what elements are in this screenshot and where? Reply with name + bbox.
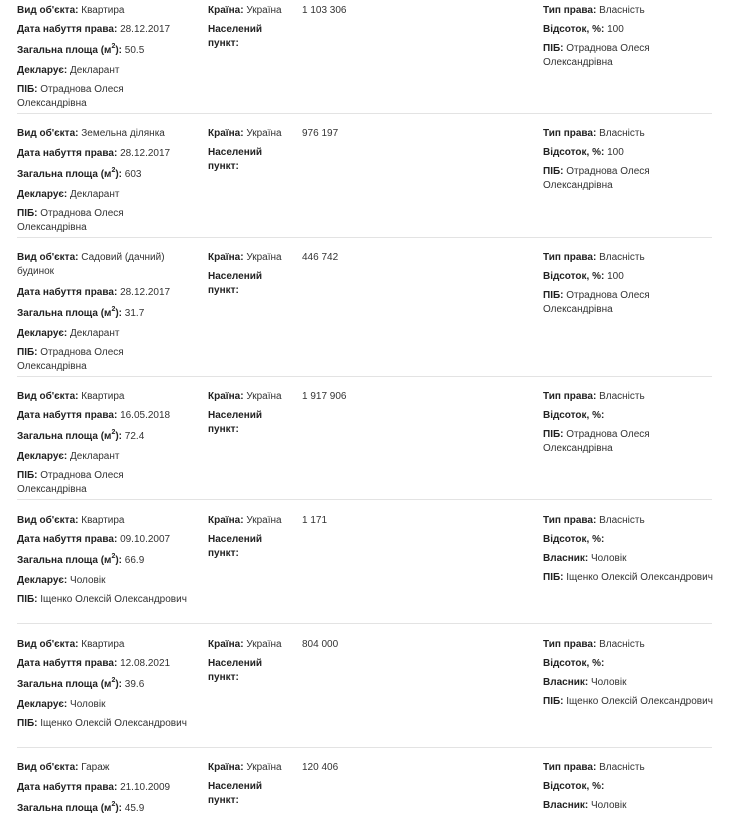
area-label-text: Загальна площа (м [17,431,112,442]
area-sup: 2 [111,428,116,436]
area-label-text: Загальна площа (м [17,169,112,180]
object-type-label: Вид об'єкта: [17,252,79,263]
area-label-close: ): [115,169,123,180]
owner-pib-value: Іщенко Олексій Олександрович [566,572,713,583]
area-label-close: ): [115,679,123,690]
value [302,390,502,404]
value [302,251,502,265]
person-name-label: ПІБ: [17,594,38,605]
person-name-label: ПІБ: [17,347,38,358]
total-area-value: 50.5 [124,45,145,56]
settlement-label: Населений пункт: [208,658,263,683]
person-name-value: Іщенко Олексій Олександрович [40,718,187,729]
person-name-line [17,593,192,607]
right-type-label: Тип права: [543,252,597,263]
area-label-text: Загальна площа (м [17,45,112,56]
rights [543,761,718,813]
object-type-label: Вид об'єкта: [17,762,79,773]
area-label-text: Загальна площа (м [17,679,112,690]
country-line [208,4,288,18]
owner-pib-label: ПІБ: [543,43,564,54]
acquire-date-line [17,23,192,37]
area-label-close: ): [115,431,123,442]
object-type-line [17,390,192,404]
share-label: Відсоток, %: [543,24,605,35]
right-type-label: Тип права: [543,128,597,139]
right-type-value: Власність [599,5,645,16]
property-record [0,761,712,820]
owner-pib-value: Отраднова Олеся Олександрівна [543,43,650,68]
settlement-line [208,23,268,51]
owner-who: Чоловік [591,800,627,811]
person-name-label: ПІБ: [17,84,38,95]
property-record [0,390,712,500]
share-label: Відсоток, %: [543,147,605,158]
acquire-date-value: 12.08.2021 [120,658,171,669]
area-label-close: ): [115,803,123,814]
value-amount: 446 742 [302,252,339,263]
declarant-line [17,574,192,588]
property-record [0,251,712,377]
object-type-label: Вид об'єкта: [17,639,79,650]
settlement-line [208,780,268,808]
object-type-value: Гараж [81,762,110,773]
settlement-label: Населений пункт: [208,24,263,49]
rights [543,4,718,70]
settlement-line [208,146,268,174]
total-area-value: 45.9 [124,803,145,814]
area-sup: 2 [111,800,116,808]
right-type-value: Власність [599,252,645,263]
total-area-line [17,678,192,692]
share-line [543,23,718,37]
settlement-label: Населений пункт: [208,410,263,435]
object-type-line [17,4,192,18]
object-type-value: Садовий (дачний) будинок [17,252,165,277]
country-value: Україна [246,762,282,773]
right-type-line [543,514,718,528]
owner-pib-label: ПІБ: [543,696,564,707]
owner-pib-line [543,42,673,70]
property-record [0,4,712,114]
declarant-value: Чоловік [70,699,106,710]
acquire-date-value: 16.05.2018 [120,410,171,421]
total-area-label [17,305,123,319]
area-sup: 2 [111,42,116,50]
area-label-close: ): [115,555,123,566]
declarant-line [17,450,192,464]
right-type-value: Власність [599,128,645,139]
value-amount: 976 197 [302,128,339,139]
share-label: Відсоток, %: [543,781,605,792]
owner-who: Чоловік [591,677,627,688]
area-label-text: Загальна площа (м [17,308,112,319]
country-label: Країна: [208,639,244,650]
share-line [543,146,718,160]
object-type-line [17,251,167,279]
person-name-value: Отраднова Олеся Олександрівна [17,470,124,495]
owner-label: Власник: [543,553,589,564]
share-value: 100 [607,147,624,158]
declarant-value: Декларант [70,189,120,200]
record-divider [17,237,712,238]
acquire-date-label: Дата набуття права: [17,658,118,669]
declarant-label: Декларує: [17,699,68,710]
area-sup: 2 [111,166,116,174]
owner-label: Власник: [543,800,589,811]
total-area-label [17,800,123,814]
right-type-label: Тип права: [543,639,597,650]
country-label: Країна: [208,252,244,263]
acquire-date-line [17,409,192,423]
settlement-label: Населений пункт: [208,534,263,559]
acquire-date-label: Дата набуття права: [17,24,118,35]
country-line [208,514,288,528]
owner-pib-value: Іщенко Олексій Олександрович [566,696,713,707]
right-type-label: Тип права: [543,515,597,526]
object-type-line [17,514,192,528]
declarant-value: Декларант [70,328,120,339]
share-line [543,533,718,547]
area-label-close: ): [115,45,123,56]
right-type-line [543,390,718,404]
area-sup: 2 [111,676,116,684]
settlement-label: Населений пункт: [208,271,263,296]
value [302,761,502,775]
owner-pib-value: Отраднова Олеся Олександрівна [543,166,650,191]
share-label: Відсоток, %: [543,658,605,669]
share-label: Відсоток, %: [543,534,605,545]
total-area-label [17,42,123,56]
right-type-label: Тип права: [543,5,597,16]
owner-line [543,552,718,566]
share-label: Відсоток, %: [543,271,605,282]
total-area-label [17,428,123,442]
declarant-line [17,64,192,78]
declarant-value: Чоловік [70,575,106,586]
value [302,127,502,141]
country-value: Україна [246,252,282,263]
person-name-value: Отраднова Олеся Олександрівна [17,208,124,233]
property-record [0,514,712,624]
value [302,4,502,18]
location [208,4,288,51]
value-amount: 804 000 [302,639,339,650]
share-line [543,780,718,794]
area-sup: 2 [111,552,116,560]
country-label: Країна: [208,391,244,402]
owner-pib-value: Отраднова Олеся Олександрівна [543,429,650,454]
owner-line [543,676,718,690]
share-value: 100 [607,271,624,282]
total-area-value: 31.7 [124,308,145,319]
owner-pib-line [543,571,718,585]
owner-pib-line [543,165,673,193]
owner-pib-value: Отраднова Олеся Олександрівна [543,290,650,315]
declarant-label: Декларує: [17,328,68,339]
declarant-value: Декларант [70,451,120,462]
property-record [0,127,712,238]
country-line [208,638,288,652]
declarant-line [17,698,192,712]
object-type-line [17,127,192,141]
value-amount: 1 917 906 [302,391,347,402]
record-divider [17,747,712,748]
settlement-label: Населений пункт: [208,781,263,806]
owner-pib-label: ПІБ: [543,572,564,583]
country-value: Україна [246,5,282,16]
declarant-label: Декларує: [17,575,68,586]
settlement-line [208,409,268,437]
total-area-value: 66.9 [124,555,145,566]
share-value: 100 [607,24,624,35]
settlement-line [208,270,268,298]
location [208,638,288,685]
total-area-line [17,44,192,58]
owner-pib-line [543,428,673,456]
person-name-line [17,469,192,497]
right-type-value: Власність [599,762,645,773]
acquire-date-label: Дата набуття права: [17,410,118,421]
person-name-label: ПІБ: [17,208,38,219]
total-area-label [17,676,123,690]
record-divider [17,376,712,377]
right-type-line [543,761,718,775]
declarant-line [17,188,192,202]
declarant-label: Декларує: [17,451,68,462]
right-type-label: Тип права: [543,391,597,402]
person-name-label: ПІБ: [17,718,38,729]
right-type-value: Власність [599,639,645,650]
value-amount: 1 103 306 [302,5,347,16]
owner-label: Власник: [543,677,589,688]
right-type-line [543,4,718,18]
right-type-label: Тип права: [543,762,597,773]
acquire-date-value: 28.12.2017 [120,24,171,35]
area-label-text: Загальна площа (м [17,555,112,566]
value-amount: 1 171 [302,515,328,526]
object-type-value: Квартира [81,639,125,650]
total-area-value: 72.4 [124,431,145,442]
owner-pib-label: ПІБ: [543,290,564,301]
acquire-date-line [17,147,192,161]
object-type-line [17,638,192,652]
country-line [208,761,288,775]
object-type-line [17,761,192,775]
rights [543,514,718,585]
total-area-line [17,168,192,182]
country-line [208,251,288,265]
object-type-label: Вид об'єкта: [17,515,79,526]
right-type-value: Власність [599,515,645,526]
right-type-line [543,638,718,652]
area-label-close: ): [115,308,123,319]
declarant-value: Декларант [70,65,120,76]
total-area-label [17,166,123,180]
acquire-date-value: 28.12.2017 [120,287,171,298]
country-line [208,390,288,404]
total-area-label [17,552,123,566]
person-name-value: Отраднова Олеся Олександрівна [17,84,124,109]
declarant-label: Декларує: [17,65,68,76]
total-area-value: 603 [124,169,142,180]
acquire-date-label: Дата набуття права: [17,534,118,545]
share-line [543,270,718,284]
object-type-label: Вид об'єкта: [17,5,79,16]
share-line [543,657,718,671]
object-type-value: Квартира [81,391,125,402]
acquire-date-line [17,286,192,300]
location [208,127,288,174]
owner-line [543,799,718,813]
share-line [543,409,718,423]
acquire-date-label: Дата набуття права: [17,782,118,793]
acquire-date-label: Дата набуття права: [17,148,118,159]
owner-pib-label: ПІБ: [543,429,564,440]
country-value: Україна [246,391,282,402]
share-label: Відсоток, %: [543,410,605,421]
location [208,251,288,298]
record-divider [17,499,712,500]
right-type-line [543,127,718,141]
owner-pib-line [543,289,673,317]
object-type-label: Вид об'єкта: [17,128,79,139]
person-name-line [17,346,192,374]
country-value: Україна [246,128,282,139]
settlement-line [208,657,268,685]
person-name-line [17,717,192,731]
rights [543,638,718,709]
country-value: Україна [246,639,282,650]
value [302,514,502,528]
record-divider [17,623,712,624]
acquire-date-value: 28.12.2017 [120,148,171,159]
value [302,638,502,652]
owner-pib-line [543,695,718,709]
person-name-value: Іщенко Олексій Олександрович [40,594,187,605]
acquire-date-label: Дата набуття права: [17,287,118,298]
area-label-text: Загальна площа (м [17,803,112,814]
person-name-line [17,83,192,111]
location [208,761,288,808]
country-label: Країна: [208,128,244,139]
person-name-value: Отраднова Олеся Олександрівна [17,347,124,372]
location [208,514,288,561]
person-name-label: ПІБ: [17,470,38,481]
country-label: Країна: [208,515,244,526]
rights [543,251,718,317]
total-area-value: 39.6 [124,679,145,690]
country-label: Країна: [208,762,244,773]
declarant-line [17,327,192,341]
object-type-label: Вид об'єкта: [17,391,79,402]
right-type-line [543,251,718,265]
total-area-line [17,307,192,321]
settlement-line [208,533,268,561]
settlement-label: Населений пункт: [208,147,263,172]
value-amount: 120 406 [302,762,339,773]
total-area-line [17,430,192,444]
record-divider [17,113,712,114]
total-area-line [17,554,192,568]
owner-who: Чоловік [591,553,627,564]
total-area-line [17,802,192,816]
location [208,390,288,437]
acquire-date-line [17,657,192,671]
person-name-line [17,207,192,235]
object-type-value: Квартира [81,515,125,526]
area-sup: 2 [111,305,116,313]
acquire-date-value: 09.10.2007 [120,534,171,545]
object-type-value: Земельна ділянка [81,128,165,139]
property-record [0,638,712,748]
object-type-value: Квартира [81,5,125,16]
acquire-date-line [17,781,192,795]
rights [543,127,718,193]
country-value: Україна [246,515,282,526]
rights [543,390,718,456]
owner-pib-label: ПІБ: [543,166,564,177]
country-label: Країна: [208,5,244,16]
acquire-date-value: 21.10.2009 [120,782,171,793]
acquire-date-line [17,533,192,547]
country-line [208,127,288,141]
declarant-label: Декларує: [17,189,68,200]
right-type-value: Власність [599,391,645,402]
